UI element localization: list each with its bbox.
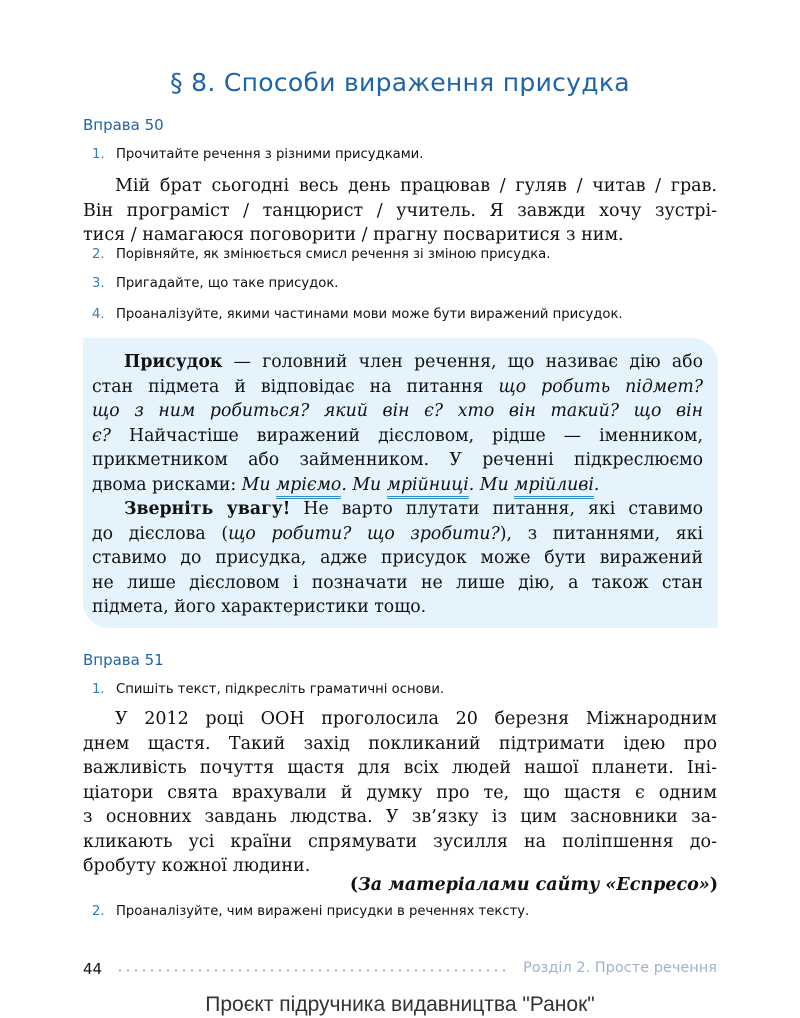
rule-line <box>92 595 703 620</box>
text-line: кликають усі країни спрямувати зусилля на поліпшення до- <box>83 831 717 852</box>
source-text: За матеріалами сайту «Еспресо» <box>358 875 710 895</box>
rule-fragment: прикметником або займенником. У реченні підкреслюємо <box>92 450 703 470</box>
rule-fragment: не лише дієсловом і позначати не лише дію, а також стан <box>92 572 703 593</box>
text-line: Мій брат сьогодні весь день працював / гуляв / читав / грав. <box>115 176 717 196</box>
task-number: 2. <box>92 904 105 919</box>
exercise-50-task-2 <box>92 247 550 262</box>
exercise-51-heading: Вправа 51 <box>83 651 164 669</box>
rule-fragment: — головний член речення, що називає дію або <box>222 352 703 372</box>
task-text: Спишіть текст, підкресліть граматичні основи. <box>116 682 445 697</box>
rule-line <box>92 571 703 596</box>
text-line: тися / намагаюся поговорити / прагну посваритися з ним. <box>83 225 624 245</box>
text-line: ціатори свята врахували й думку про те, що щастя є одним <box>83 782 717 803</box>
text-line: бробуту кожної людини. <box>83 856 311 876</box>
task-text: Пригадайте, що таке присудок. <box>116 276 339 291</box>
rule-line <box>92 497 703 522</box>
page-title: § 8. Способи вираження присудка <box>170 68 630 97</box>
source-paren: ( <box>349 875 359 895</box>
exercise-51-task-2 <box>92 904 529 919</box>
footer-section-title: Розділ 2. Просте речення <box>523 960 717 976</box>
rule-text <box>92 350 703 620</box>
rule-fragment: Найчастіше виражений дієсловом, рідше — іменником, <box>110 425 703 446</box>
text-source <box>350 875 718 895</box>
text-line: з основних завдань людства. У зв’язку із цим засновники за- <box>83 807 717 827</box>
task-text: Прочитайте речення з різними присудками. <box>116 147 424 162</box>
exercise-50-text <box>83 174 717 248</box>
exercise-51-task-1 <box>92 682 444 697</box>
task-text: Проаналізуйте, якими частинами мови може бути виражений присудок. <box>116 307 623 322</box>
rule-fragment: ставимо до присудка, адже присудок може бути виражений <box>92 548 703 568</box>
task-number: 3. <box>92 276 105 291</box>
rule-fragment: ), з питаннями, які <box>499 523 703 544</box>
rule-line <box>92 473 703 498</box>
text-line: днем щастя. Такий захід покликаний підтримати ідею про <box>83 733 717 754</box>
task-number: 1. <box>92 682 105 697</box>
rule-line <box>92 546 703 571</box>
task-number: 4. <box>92 307 105 322</box>
rule-term: Присудок <box>124 352 223 372</box>
footer-dotted-divider <box>116 969 506 972</box>
example-predicate: мріємо <box>276 475 341 499</box>
task-number: 1. <box>92 147 105 162</box>
exercise-50-task-3 <box>92 276 339 291</box>
rule-line <box>92 375 703 400</box>
example-subject: Ми <box>241 474 276 495</box>
rule-question: що робити? що зробити? <box>228 523 500 544</box>
source-paren: ) <box>709 875 718 895</box>
rule-fragment: підмета, його характеристики тощо. <box>92 597 427 617</box>
attention-label: Зверніть увагу! <box>124 499 291 519</box>
rule-line <box>92 350 703 375</box>
task-number: 2. <box>92 247 105 262</box>
rule-fragment: стан підмета й відповідає на питання <box>92 376 499 397</box>
rule-line <box>92 522 703 547</box>
rule-question: що робить підмет? <box>498 376 703 397</box>
rule-question: що з ним робиться? який він є? хто він такий? що він <box>92 401 703 421</box>
rule-question: є? <box>92 425 111 446</box>
page-number: 44 <box>83 960 103 978</box>
rule-fragment: двома рисками: <box>92 474 242 495</box>
text-line: важливість почуття щастя для всіх людей нашої планети. Іні- <box>83 758 717 778</box>
text-line: У 2012 році ООН проголосила 20 березня Міжнародним <box>115 709 717 729</box>
publisher-watermark: Проєкт підручника видавництва "Ранок" <box>205 993 595 1016</box>
exercise-51-text <box>83 707 717 879</box>
example-subject: Ми <box>352 474 387 495</box>
rule-line <box>92 448 703 473</box>
rule-fragment: Не варто плутати питання, які ставимо <box>290 499 703 519</box>
text-line: Він програміст / танцюрист / учитель. Я завжди хочу зустрі- <box>83 200 717 221</box>
example-predicate: мрійливі <box>514 475 594 499</box>
exercise-50-task-1 <box>92 147 423 162</box>
exercise-50-heading: Вправа 50 <box>83 116 164 134</box>
example-subject: Ми <box>479 474 515 495</box>
example-predicate: мрійниці <box>387 475 469 499</box>
task-text: Порівняйте, як змінюється смисл речення зі зміною присудка. <box>116 247 551 262</box>
rule-fragment: до дієслова ( <box>92 523 229 544</box>
rule-example: Ми мріємо. Ми мрійниці. Ми мрійливі. <box>242 475 600 499</box>
rule-line <box>92 424 703 449</box>
task-text: Проаналізуйте, чим виражені присудки в реченнях тексту. <box>116 904 530 919</box>
rule-line <box>92 399 703 424</box>
exercise-50-task-4 <box>92 307 623 322</box>
